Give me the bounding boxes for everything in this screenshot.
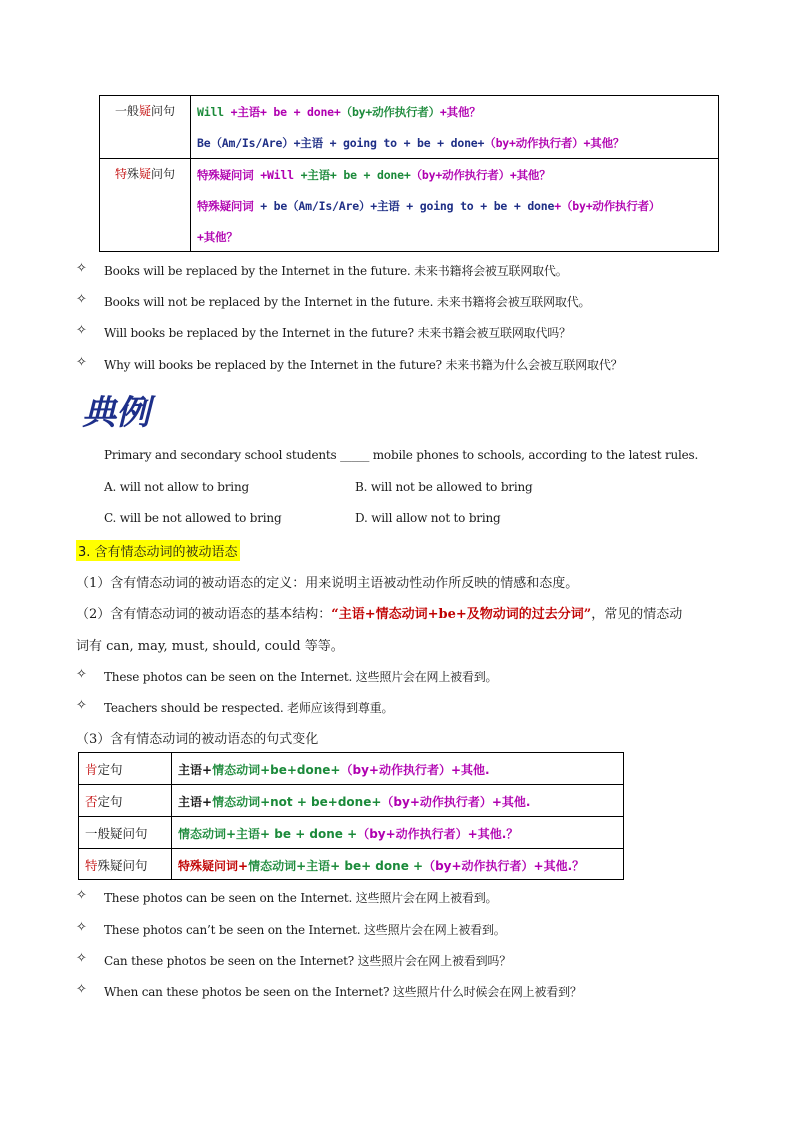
formula-segment: +（by+动作执行者）	[554, 199, 661, 213]
negative-formula	[178, 793, 531, 810]
formula-segment: +主语+ be + done+	[230, 105, 341, 119]
row-label-general-question: 一般疑问句	[114, 104, 176, 118]
bullet-icon: ✧	[76, 951, 87, 966]
formula-segment: +主语 + going to + be + done+	[293, 136, 485, 150]
option-d: D. will allow not to bring	[355, 511, 501, 525]
example-sentence: Books will not be replaced by the Internet in the future. 未来书籍将会被互联网取代。	[104, 295, 591, 309]
example-sentence: These photos can’t be seen on the Internet. 这些照片会在网上被看到。	[104, 923, 506, 937]
formula-segment: +Will	[260, 168, 301, 182]
option-b: B. will not be allowed to bring	[355, 480, 533, 494]
structure-paragraph: （2）含有情态动词的被动语态的基本结构：“主语+情态动词+be+及物动词的过去分词”，常见的情态动	[76, 607, 683, 622]
formula-segment: +其他.？	[467, 827, 519, 841]
formula-segment: 特殊疑问词+	[178, 859, 249, 873]
example-sentence: Books will be replaced by the Internet in the future. 未来书籍将会被互联网取代。	[104, 264, 568, 278]
general-question-going-to-formula	[197, 135, 624, 151]
formula-segment: +主语 + going to + be + done	[370, 199, 555, 213]
special-question-formula	[178, 857, 584, 874]
question-stem: Primary and secondary school students _____ mobile phones to schools, according to the latest rules.	[104, 448, 699, 462]
bullet-icon: ✧	[76, 261, 87, 276]
formula-segment: （by+动作执行者）	[410, 168, 510, 182]
row-label-general-question: 一般疑问句	[85, 826, 148, 841]
bullet-icon: ✧	[76, 698, 87, 713]
special-question-formula-continued	[197, 229, 238, 245]
bullet-icon: ✧	[76, 888, 87, 903]
formula-segment: （by+动作执行者）	[357, 827, 468, 841]
formula-segment: +其他.	[491, 795, 531, 809]
section-heading: 3. 含有情态动词的被动语态	[76, 540, 240, 561]
example-sentence: These photos can be seen on the Internet. 这些照片会在网上被看到。	[104, 891, 498, 905]
formula-segment: 情态动词+主语+ be + done +	[178, 827, 358, 841]
formula-segment: +其他.？	[533, 859, 585, 873]
formula-segment: 主语+	[178, 763, 213, 777]
formula-segment: 情态动词+not + be+done+	[212, 795, 382, 809]
bullet-icon: ✧	[76, 982, 87, 997]
formula-segment: Be（Am/Is/Are）	[197, 136, 294, 150]
bullet-icon: ✧	[76, 323, 87, 338]
svg-text:典例: 典例	[82, 393, 150, 432]
formula-segment: （by+动作执行者）	[484, 136, 584, 150]
formula-segment: 情态动词+主语+ be+ done +	[248, 859, 424, 873]
special-question-will-formula	[197, 167, 551, 183]
modal-passive-pattern-table	[78, 752, 624, 880]
bullet-icon: ✧	[76, 667, 87, 682]
formula-segment: 特殊疑问词	[197, 199, 261, 213]
example-sentence: Can these photos be seen on the Internet? 这些照片会在网上被看到吗？	[104, 954, 512, 968]
general-question-formula	[178, 825, 518, 842]
example-sentence: When can these photos be seen on the Internet? 这些照片什么时候会在网上被看到？	[104, 985, 582, 999]
formula-segment: Will	[197, 105, 231, 119]
example-sentence: Will books be replaced by the Internet in the future? 未来书籍会被互联网取代吗？	[104, 326, 571, 340]
formula-segment: + be（Am/Is/Are）	[260, 199, 371, 213]
definition-paragraph: （1）含有情态动词的被动语态的定义：用来说明主语被动性动作所反映的情感和态度。	[76, 576, 579, 591]
answer-blank: _____	[340, 448, 370, 462]
example-sentence: Teachers should be respected. 老师应该得到尊重。	[104, 701, 394, 715]
question-form-table	[99, 95, 719, 252]
option-a: A. will not allow to bring	[104, 480, 249, 494]
formula-segment: +其他？	[509, 168, 551, 182]
affirmative-formula	[178, 761, 490, 778]
example-sentence: These photos can be seen on the Internet. 这些照片会在网上被看到。	[104, 670, 498, 684]
row-label-affirmative: 肯定句	[85, 762, 123, 777]
formula-segment: 主语+	[178, 795, 213, 809]
formula-segment: 特殊疑问词	[197, 168, 261, 182]
bullet-icon: ✧	[76, 920, 87, 935]
example-stamp-icon	[80, 390, 156, 432]
example-sentence: Why will books be replaced by the Internet in the future? 未来书籍为什么会被互联网取代？	[104, 358, 623, 372]
formula-segment: +其他？	[439, 105, 481, 119]
formula-segment: +其他？	[197, 230, 238, 244]
special-question-going-to-formula	[197, 198, 660, 214]
row-label-negative: 否定句	[85, 794, 123, 809]
formula-segment: （by+动作执行者）	[340, 105, 440, 119]
formula-segment: （by+动作执行者）	[423, 859, 534, 873]
row-label-special-question: 特殊疑问句	[85, 858, 148, 873]
bullet-icon: ✧	[76, 355, 87, 370]
formula-segment: +其他.	[450, 763, 490, 777]
option-c: C. will be not allowed to bring	[104, 511, 282, 525]
bullet-icon: ✧	[76, 292, 87, 307]
formula-segment: （by+动作执行者）	[340, 763, 451, 777]
general-question-will-formula	[197, 104, 481, 120]
row-label-special-question: 特殊疑问句	[114, 167, 176, 181]
formula-segment: 情态动词+be+done+	[212, 763, 341, 777]
subheading-sentence-patterns: （3）含有情态动词的被动语态的句式变化	[76, 732, 319, 747]
formula-segment: +主语+ be + done+	[300, 168, 411, 182]
formula-segment: +其他？	[583, 136, 625, 150]
formula-segment: （by+动作执行者）	[381, 795, 492, 809]
structure-paragraph-continued: 词有 can, may, must, should, could 等等。	[76, 639, 344, 654]
